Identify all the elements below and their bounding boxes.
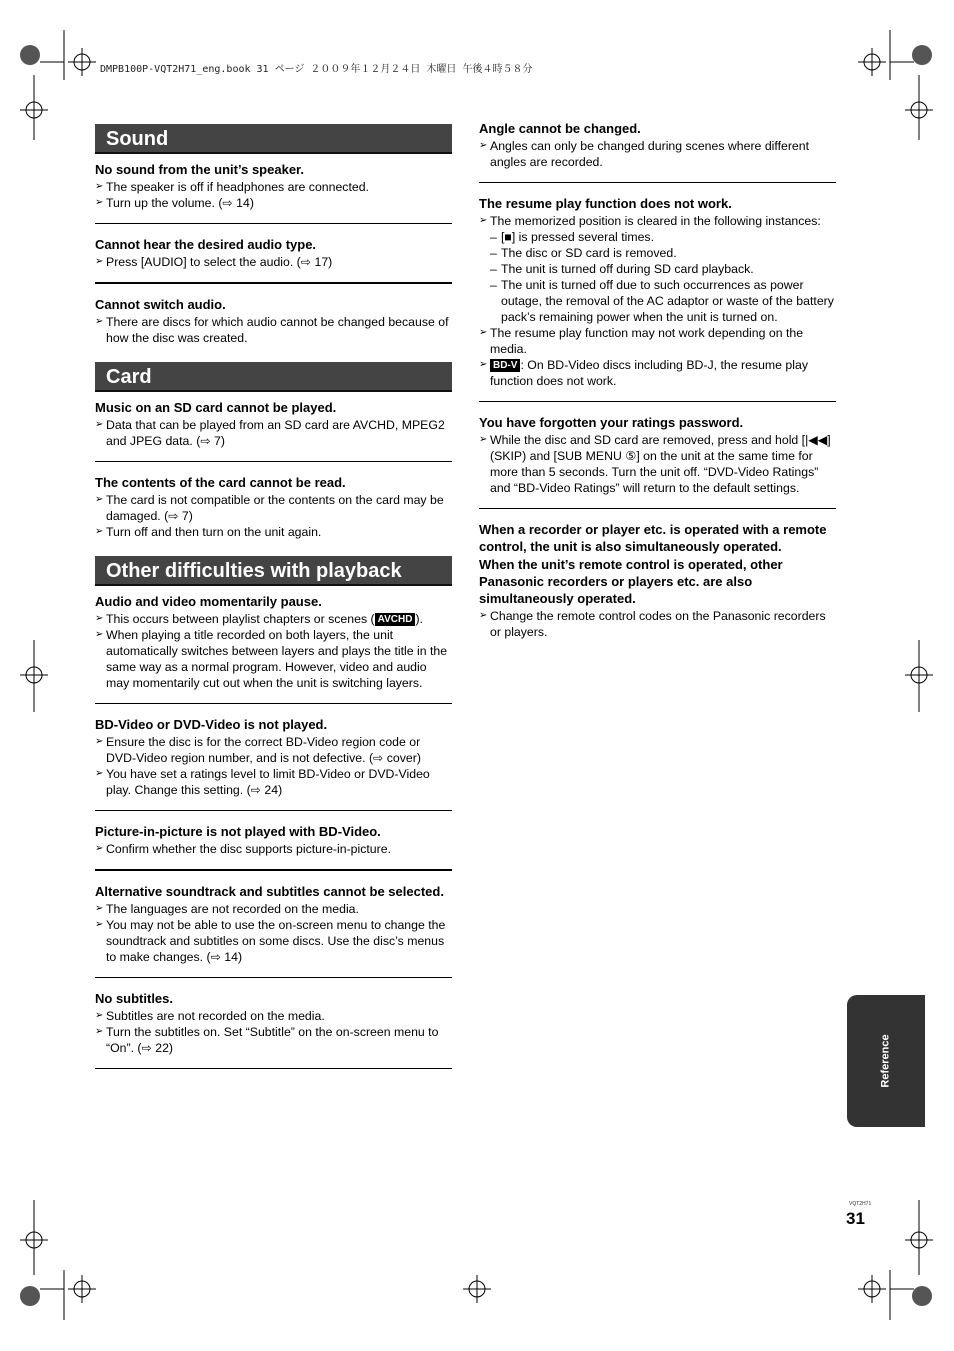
answer: Change the remote control codes on the Panasonic recorders or players. <box>490 609 826 639</box>
question: Picture-in-picture is not played with BD-Video. <box>95 824 381 839</box>
question: No sound from the unit’s speaker. <box>95 162 304 177</box>
arrow-icon: ➢ <box>479 610 488 621</box>
arrow-icon: ➢ <box>95 1026 104 1037</box>
faq-item <box>479 120 836 183</box>
faq-item: Audio and video momentarily pause. ➢ This occurs between playlist chapters or scenes ( AVCHD ). ➢ When playing a title recorded on both layers, the unit automatically switches between layers and plays the title in the same way as a normal program. However, video and audio may momentarily cut out when the unit is switching layers. <box>95 593 452 704</box>
answer: The speaker is off if headphones are connected. <box>106 180 369 194</box>
answer: Angles can only be changed during scenes where different angles are recorded. <box>490 139 810 169</box>
bd-v-badge: BD-V <box>490 359 520 372</box>
faq-item <box>95 883 452 978</box>
faq-item <box>95 236 452 284</box>
question: Alternative soundtrack and subtitles cannot be selected. <box>95 884 444 899</box>
arrow-icon: ➢ <box>95 316 104 327</box>
question: The resume play function does not work. <box>479 196 732 211</box>
arrow-icon: ➢ <box>479 359 488 370</box>
answer: You may not be able to use the on-screen menu to change the soundtrack and subtitles on some discs. Use the disc’s menus to make changes. (⇨ 14) <box>106 918 446 964</box>
faq-item <box>95 990 452 1069</box>
arrow-icon: ➢ <box>95 197 104 208</box>
faq-item <box>95 296 452 346</box>
answer: Turn off and then turn on the unit again. <box>106 525 322 539</box>
answer: The card is not compatible or the contents on the card may be damaged. (⇨ 7) <box>106 493 444 523</box>
answer: The memorized position is cleared in the following instances: <box>490 214 821 228</box>
answer: Ensure the disc is for the correct BD-Video region code or DVD-Video region number, and is not defective. (⇨ cover) <box>106 735 421 765</box>
sub-item: The disc or SD card is removed. <box>501 246 677 260</box>
faq-item <box>479 414 836 509</box>
arrow-icon: ➢ <box>95 256 104 267</box>
sub-item: The unit is turned off during SD card playback. <box>501 262 754 276</box>
question: Audio and video momentarily pause. <box>95 594 322 609</box>
answer: Subtitles are not recorded on the media. <box>106 1009 325 1023</box>
doc-code: VQT2H71 <box>849 1201 872 1207</box>
arrow-icon: ➢ <box>479 327 488 338</box>
sub-item: [■] is pressed several times. <box>501 230 654 244</box>
left-column <box>95 120 452 1081</box>
question: Angle cannot be changed. <box>479 121 641 136</box>
arrow-icon: ➢ <box>95 1010 104 1021</box>
avchd-badge: AVCHD <box>375 613 416 626</box>
page-number: 31 <box>846 1209 865 1228</box>
question: Cannot switch audio. <box>95 297 226 312</box>
arrow-icon: ➢ <box>95 768 104 779</box>
reference-tab-label: Reference <box>879 1034 892 1088</box>
arrow-icon: ➢ <box>479 215 488 226</box>
answer: : On BD-Video discs including BD-J, the resume play function does not work. <box>490 358 808 388</box>
arrow-icon: ➢ <box>95 843 104 854</box>
sub-item: The unit is turned off due to such occurrences as power outage, the removal of the AC adaptor or waste of the battery pack’s remaining power when the unit is turned on. <box>501 278 834 324</box>
question: Cannot hear the desired audio type. <box>95 237 317 252</box>
arrow-icon: ➢ <box>95 419 104 430</box>
arrow-icon: ➢ <box>95 494 104 505</box>
file-header-line: DMPB100P-VQT2H71_eng.book 31 ページ ２００９年１２月２４日 木曜日 午後４時５８分 <box>100 64 533 75</box>
arrow-icon: ➢ <box>95 526 104 537</box>
question: BD-Video or DVD-Video is not played. <box>95 717 328 732</box>
arrow-icon: ➢ <box>95 919 104 930</box>
answer: Data that can be played from an SD card are AVCHD, MPEG2 and JPEG data. (⇨ 7) <box>106 418 445 448</box>
arrow-icon: ➢ <box>95 736 104 747</box>
answer: While the disc and SD card are removed, press and hold [|◀◀] (SKIP) and [SUB MENU ⑤] on the unit at the same time for more than 5 seconds. Turn the unit off. “DVD-Video Ratings” and “BD-Video Ratings” will return to the default settings. <box>490 433 831 495</box>
faq-item <box>95 716 452 811</box>
answer: Turn up the volume. (⇨ 14) <box>106 196 254 210</box>
faq-item <box>95 399 452 462</box>
question: When the unit’s remote control is operated, other Panasonic recorders or players etc. are also simultaneously operated. <box>479 557 783 606</box>
answer: There are discs for which audio cannot be changed because of how the disc was created. <box>106 315 449 345</box>
answer: Press [AUDIO] to select the audio. (⇨ 17) <box>106 255 333 269</box>
answer: The languages are not recorded on the media. <box>106 902 359 916</box>
section-heading-sound: Sound <box>95 124 452 154</box>
faq-item <box>95 161 452 224</box>
arrow-icon: ➢ <box>95 629 104 640</box>
arrow-icon: ➢ <box>479 434 488 445</box>
faq-item <box>479 521 836 640</box>
arrow-icon: ➢ <box>95 181 104 192</box>
answer: The resume play function may not work depending on the media. <box>490 326 804 356</box>
faq-item: The resume play function does not work. ➢ The memorized position is cleared in the following instances: – [■] is pressed several times. – The disc or SD card is removed. – The unit is turned off during SD card playback. – The unit is turned off due to such occurrences as power outage, the removal of the AC adaptor or waste of the battery pack’s remaining power when the unit is turned on. ➢ The resume play function may not work depending on the media. ➢ BD-V : On BD-Video discs including BD-J, the resume play function does not work. <box>479 195 836 402</box>
arrow-icon: ➢ <box>479 140 488 151</box>
arrow-icon: ➢ <box>95 613 104 624</box>
reference-tab <box>847 995 925 1127</box>
question: When a recorder or player etc. is operated with a remote control, the unit is also simultaneously operated. <box>479 522 827 554</box>
answer: You have set a ratings level to limit BD-Video or DVD-Video play. Change this setting. (⇨ 24) <box>106 767 430 797</box>
question: You have forgotten your ratings password. <box>479 415 744 430</box>
question: The contents of the card cannot be read. <box>95 475 346 490</box>
section-heading-card: Card <box>95 362 452 392</box>
question: No subtitles. <box>95 991 174 1006</box>
faq-item <box>95 823 452 871</box>
answer: Confirm whether the disc supports picture-in-picture. <box>106 842 391 856</box>
right-column <box>479 120 836 656</box>
question: Music on an SD card cannot be played. <box>95 400 337 415</box>
faq-item <box>95 474 452 540</box>
section-heading-other: Other difficulties with playback <box>95 556 452 586</box>
arrow-icon: ➢ <box>95 903 104 914</box>
answer: Turn the subtitles on. Set “Subtitle” on the on-screen menu to “On”. (⇨ 22) <box>106 1025 439 1055</box>
answer: This occurs between playlist chapters or scenes ( <box>106 612 375 626</box>
answer: When playing a title recorded on both layers, the unit automatically switches between layers and plays the title in the same way as a normal program. However, video and audio may momentarily cut out when the unit is switching layers. <box>106 628 448 690</box>
